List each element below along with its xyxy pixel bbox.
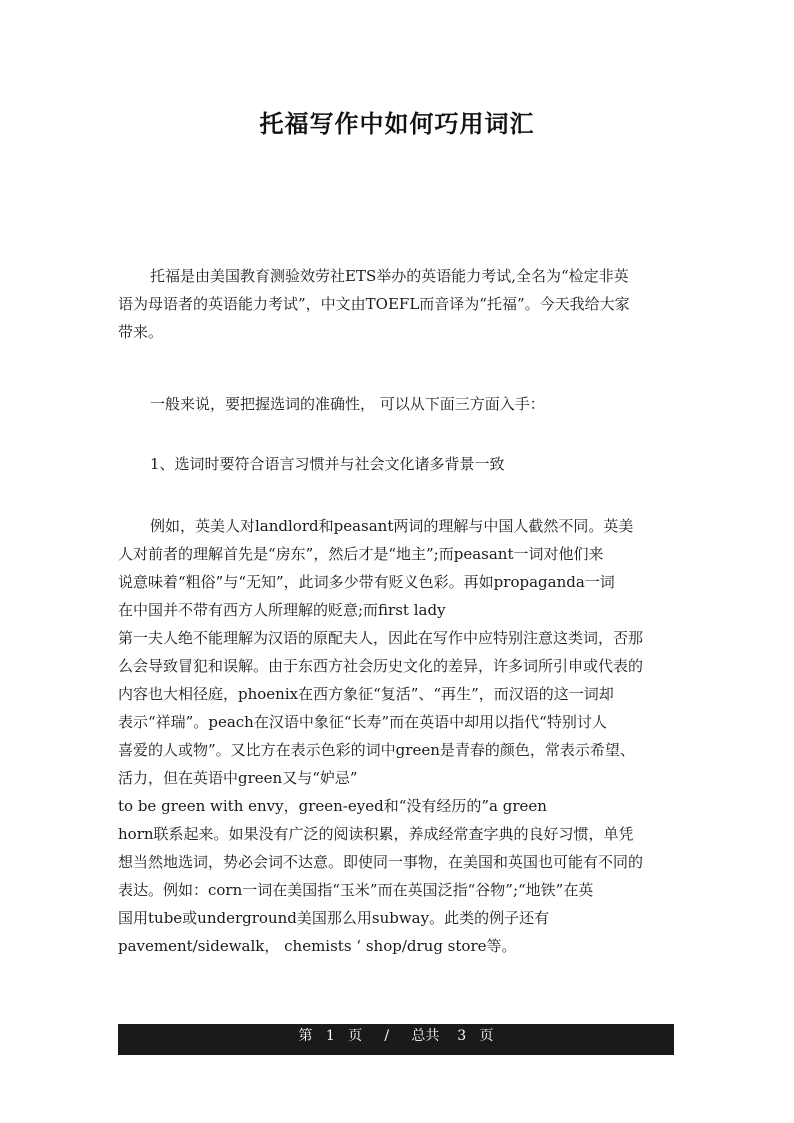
body-paragraph xyxy=(118,512,678,960)
text-line: 一般来说，要把握选词的准确性， 可以从下面三方面入手： xyxy=(150,395,545,413)
text-line: 想当然地选词，势必会词不达意。即使同一事物，在美国和英国也可能有不同的 xyxy=(118,853,644,871)
text-line: 例如，英美人对landlord和peasant两词的理解与中国人截然不同。英美 xyxy=(150,517,634,535)
footer-separator: / xyxy=(384,1028,390,1044)
text-line: 喜爱的人或物”。又比方在表示色彩的词中green是青春的颜色，常表示希望、 xyxy=(118,741,635,759)
text-line: 么会导致冒犯和误解。由于东西方社会历史文化的差异，许多词所引申或代表的 xyxy=(118,657,644,675)
text-line: 内容也大相径庭，phoenix在西方象征“复活”、“再生”，而汉语的这一词却 xyxy=(118,685,614,703)
text-line: 第一夫人绝不能理解为汉语的原配夫人，因此在写作中应特别注意这类词，否那 xyxy=(118,629,644,647)
section-heading-1 xyxy=(118,450,678,478)
text-line: 表示“祥瑞”。peach在汉语中象征“长寿”而在英语中却用以指代“特别讨人 xyxy=(118,713,607,731)
current-page-number: 1 xyxy=(325,1028,335,1044)
text-line: 表达。例如：corn一词在美国指“玉米”而在英国泛指“谷物”;“地铁”在英 xyxy=(118,881,594,899)
method-paragraph xyxy=(118,390,678,418)
footer-label: 页 xyxy=(479,1028,494,1044)
text-line: 托福是由美国教育测验效劳社ETS举办的英语能力考试,全名为“检定非英 xyxy=(150,267,629,285)
intro-paragraph xyxy=(118,262,678,346)
text-line: 国用tube或underground美国那么用subway。此类的例子还有 xyxy=(118,909,550,927)
text-line: 1、选词时要符合语言习惯并与社会文化诸多背景一致 xyxy=(150,455,505,473)
footer-label: 总共 xyxy=(411,1028,440,1044)
text-line: 人对前者的理解首先是“房东”，然后才是“地主”;而peasant一词对他们来 xyxy=(118,545,604,563)
footer-label: 第 xyxy=(298,1028,313,1044)
text-line: 活力，但在英语中green又与“妒忌” xyxy=(118,769,358,787)
page-footer xyxy=(118,1024,674,1055)
text-line: 说意味着“粗俗”与“无知”，此词多少带有贬义色彩。再如propaganda一词 xyxy=(118,573,615,591)
footer-label: 页 xyxy=(348,1028,363,1044)
total-pages-number: 3 xyxy=(457,1028,467,1044)
text-line: to be green with envy，green-eyed和“没有经历的”a green xyxy=(118,797,547,815)
text-line: 带来。 xyxy=(118,323,164,341)
text-line: horn联系起来。如果没有广泛的阅读积累，养成经常查字典的良好习惯，单凭 xyxy=(118,825,634,843)
text-line: pavement/sidewalk， chemists ‘ shop/drug store等。 xyxy=(118,937,517,955)
text-line: 语为母语者的英语能力考试”，中文由TOEFL而音译为“托福”。今天我给大家 xyxy=(118,295,630,313)
text-line: 在中国并不带有西方人所理解的贬意;而first lady xyxy=(118,601,446,619)
page-title: 托福写作中如何巧用词汇 xyxy=(259,109,535,138)
